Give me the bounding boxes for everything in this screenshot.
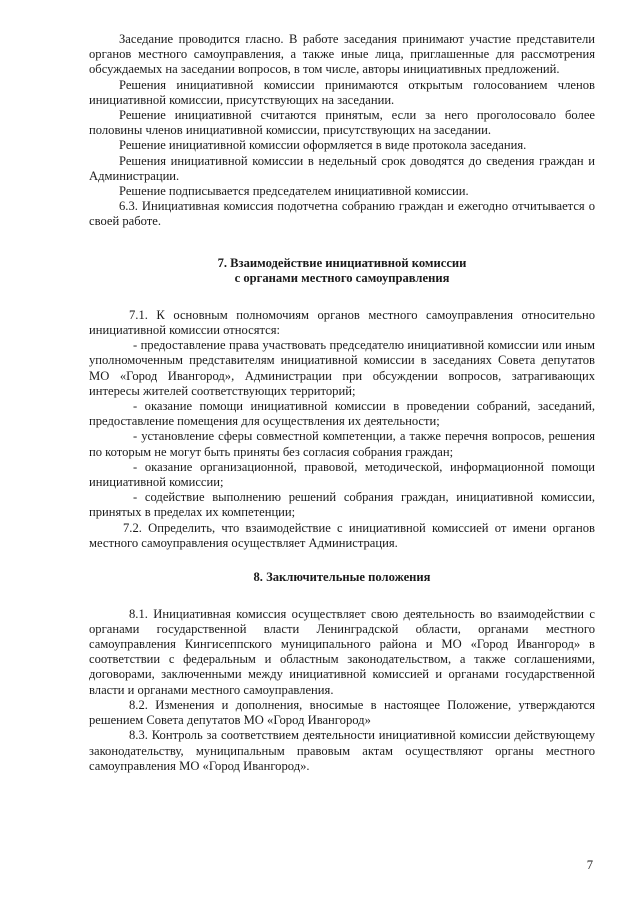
section-7-title-line-2: с органами местного самоуправления [234, 271, 450, 286]
clause-7-1: 7.1. К основным полномочиям органов местного самоуправления относительно инициативной комиссии относятся: [89, 307, 595, 338]
section-8-body [89, 607, 595, 774]
section-6-continuation [89, 32, 595, 230]
page-number: 7 [586, 858, 593, 872]
paragraph-meeting-public: Заседание проводится гласно. В работе заседания принимают участие представители органов местного самоуправления, а также иные лица, приглашенные для рассмотрения обсуждаемых на заседании вопросов, в том числе, авторы инициативных предложений. [89, 32, 595, 77]
clause-7-2: 7.2. Определить, что взаимодействие с инициативной комиссией от имени органов местного самоуправления осуществляет Администрация. [89, 520, 595, 550]
paragraph-weekly-notice: Решения инициативной комиссии в недельный срок доводятся до сведения граждан и Администрации. [89, 153, 595, 183]
paragraph-decision-adopted: Решение инициативной считаются принятым, если за него проголосовало более половины членов инициативной комиссии, присутствующих на заседании. [89, 108, 595, 138]
section-7-heading [89, 256, 595, 287]
section-7-body [89, 308, 595, 551]
paragraph-open-voting: Решения инициативной комиссии принимаются открытым голосованием членов инициативной комиссии, присутствующих на заседании. [89, 77, 595, 107]
list-item: - предоставление права участвовать председателю инициативной комиссии или иным уполномоченным представителям инициативной комисcии в заседаниях Совета депутатов МО «Город Ивангород», Администрации при обсуждении вопросов, затрагивающих интересы жителей соответствующих территорий; [89, 338, 595, 398]
clause-8-3: 8.3. Контроль за соответствием деятельности инициативной комиссии действующему законодательству, муниципальным правовым актам осуществляют органы местного самоуправления МО «Город Ивангород». [89, 728, 595, 773]
list-item: - установление сферы совместной компетенции, а также перечня вопросов, решения по которым не могут быть приняты без согласия собрания граждан; [89, 429, 595, 459]
paragraph-protocol: Решение инициативной комиссии оформляется в виде протокола заседания. [119, 138, 527, 153]
paragraph-signed-by-chair: Решение подписывается председателем инициативной комиссии. [119, 184, 469, 199]
clause-8-1: 8.1. Инициативная комиссия осуществляет свою деятельность во взаимодействии с органами государственной власти Ленинградской области, органами местного самоуправления Кингисеппского муниципального района и МО «Город Ивангород» в соответствии с федеральным и областным законодательством, а также соглашениями, договорами, заключенными между инициативной комиссией и органами государственной власти и органами местного самоуправления. [89, 606, 595, 697]
list-item: - оказание организационной, правовой, методической, информационной помощи инициативной комиссии; [89, 459, 595, 490]
list-item: - оказание помощи инициативной комиссии в проведении собраний, заседаний, предоставление помещения для осуществления их деятельности; [89, 399, 595, 429]
list-item: - содействие выполнению решений собрания граждан, инициативной комиссии, принятых в пределах их компетенции; [89, 490, 595, 520]
section-8-title: 8. Заключительные положения [253, 570, 431, 585]
section-7-title-line-1: 7. Взаимодействие инициативной комиссии [217, 255, 467, 270]
clause-6-3: 6.3. Инициативная комиссия подотчетна собранию граждан и ежегодно отчитывается о своей работе. [89, 199, 595, 229]
clause-8-2: 8.2. Изменения и дополнения, вносимые в настоящее Положение, утверждаются решением Совета депутатов МО «Город Ивангород» [89, 697, 595, 728]
